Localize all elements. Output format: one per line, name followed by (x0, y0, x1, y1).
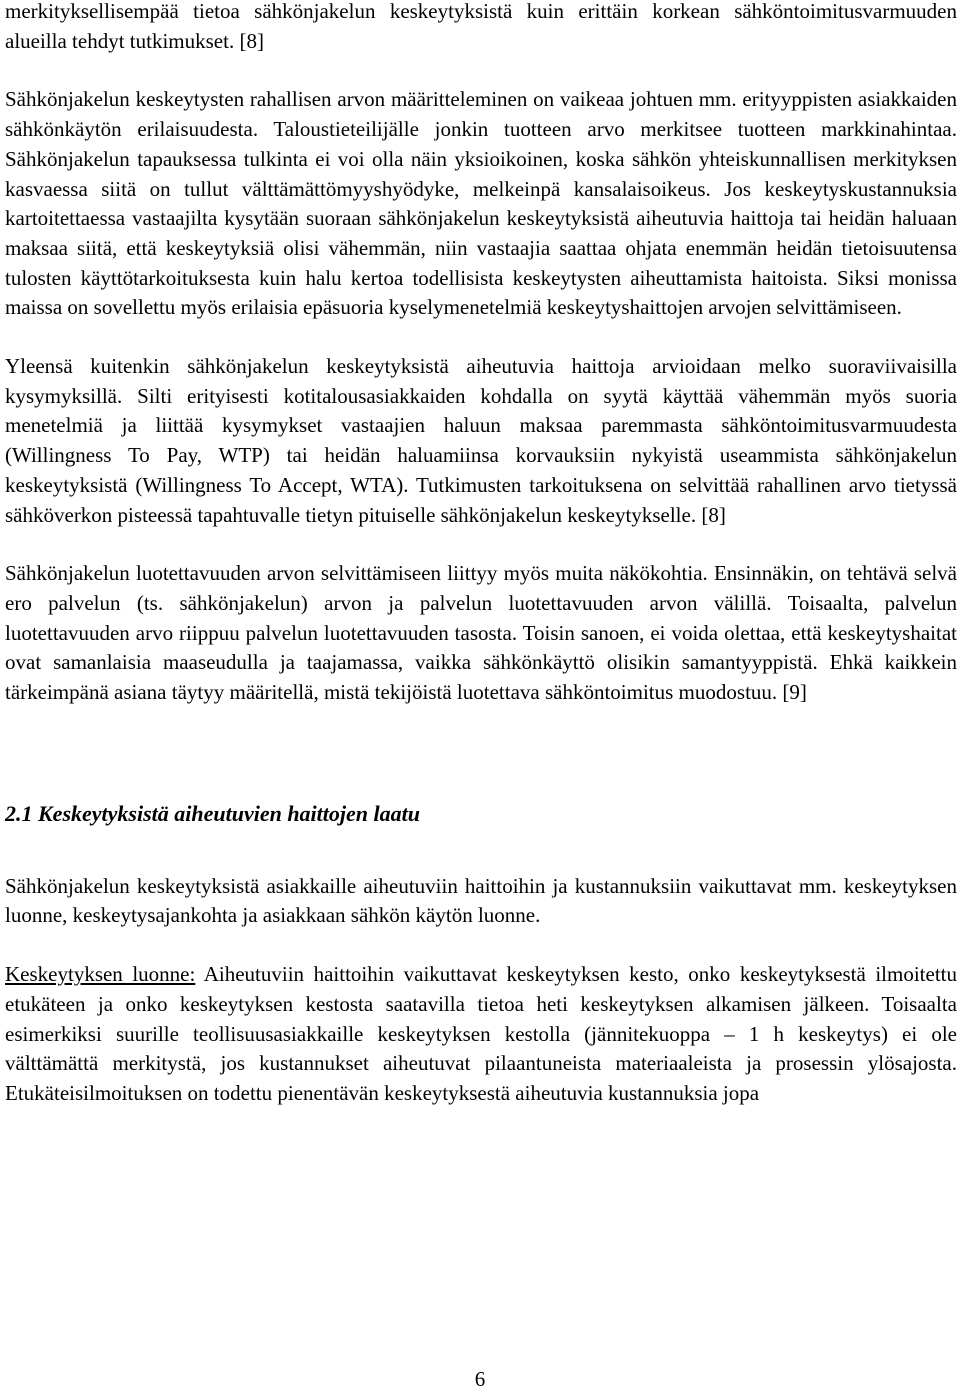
paragraph-interruption-costs: Sähkönjakelun keskeytyksistä asiakkaille aiheutuviin haittoihin ja kustannuksiin vaikuttavat mm. keskeytyksen luonne, keskeytysajankohta ja asiakkaan sähkön käytön luonne. (5, 873, 957, 928)
page-number: 6 (474, 1367, 486, 1391)
paragraph-direct-questions: Yleensä kuitenkin sähkönjakelun keskeytyksistä aiheutuvia haittoja arvioidaan melko suoraviivaisilla kysymyksillä. Silti erityisesti kotitalousasiakkaiden kohdalla on syytä käyttää vähemmän myös suoria menetelmiä ja liittää kysymykset vastaajien haluun maksaa paremmasta sähköntoimitusvarmuudesta (Willingness To Pay, WTP) tai heidän haluamiinsa korvauksiin nykyistä useammista sähkönjakelun keskeytyksistä (Willingness To Accept, WTA). Tutkimusten tarkoituksena on selvittää rahallinen arvo tietyssä sähköverkon pisteessä tapahtuvalle tietyn pituiselle sähkönjakelun keskeytykselle. [8] (5, 354, 957, 527)
paragraph-continuation: merkityksellisempää tietoa sähkönjakelun keskeytyksistä kuin erittäin korkean sähköntoimitusvarmuuden alueilla tehdyt tutkimukset. [8] (5, 0, 957, 53)
paragraph-reliability-value: Sähkönjakelun luotettavuuden arvon selvittämiseen liittyy myös muita näkökohtia. Ensinnäkin, on tehtävä selvä ero palvelun (ts. sähkönjakelun) arvon ja palvelun luotettavuuden arvon välillä. Toisaalta, palvelun luotettavuuden arvo riippuu palvelun luotettavuuden tasosta. Toisin sanoen, ei voida olettaa, että keskeytyshaitat ovat samanlaisia maaseudulla ja taajamassa, vaikka sähkönkäyttö olisikin samantyyppistä. Ehkä kaikkein tärkeimpänä asiana täytyy määritellä, mistä tekijöistä luotettava sähköntoimitus muodostuu. [9] (5, 561, 957, 705)
paragraph-interruption-nature-text: Aiheutuviin haittoihin vaikuttavat keskeytyksen kesto, onko keskeytyksestä ilmoitettu etukäteen ja onko keskeytyksen kestosta saatavilla tietoa heti keskeytyksen alkamisen jälkeen. Toisaalta esimerkiksi suurille teollisuusasiakkaille keskeytyksen kestolla (jännitekuoppa – 1 h keskeytys) ei ole välttämättä merkitystä, jos kustannukset aiheutuvat pilaantuneista materiaaleista ja prosessin ylösajosta. Etukäteisilmoituksen on todettu pienentävän keskeytyksestä aiheutuvia kustannuksia jopa (5, 962, 958, 1105)
document-page (5, 0, 957, 1109)
paragraph-interruption-nature (5, 960, 957, 1109)
section-heading: 2.1 Keskeytyksistä aiheutuvien haittojen laatu (5, 800, 420, 826)
term-interruption-nature: Keskeytyksen luonne: (5, 962, 196, 987)
paragraph-monetary-value: Sähkönjakelun keskeytysten rahallisen arvon määritteleminen on vaikeaa johtuen mm. erityyppisten asiakkaiden sähkönkäytön erilaisuudesta. Taloustieteilijälle jonkin tuotteen arvo merkitsee tuotteen markkinahintaa. Sähkönjakelun tapauksessa tulkinta ei voi olla näin yksioikoinen, koska sähkön yhteiskunnallisen merkityksen kasvaessa siitä on tullut välttämättömyyshyödyke, melkeinpä kansalaisoikeus. Jos keskeytyskustannuksia kartoitettaessa vastaajilta kysytään suoraan sähkönjakelun keskeytyksistä aiheutuvia haittoja tai heidän haluaan maksaa siitä, että keskeytyksiä olisi vähemmän, niin vastaajia saattaa ohjata enemmän heidän tietoisuutensa tulosten käyttötarkoituksesta kuin halu kertoa todellisista keskeytysten aiheuttamista haitoista. Siksi monissa maissa on sovellettu myös erilaisia epäsuoria kyselymenetelmiä keskeytyshaittojen arvojen selvittämiseen. (5, 87, 957, 320)
